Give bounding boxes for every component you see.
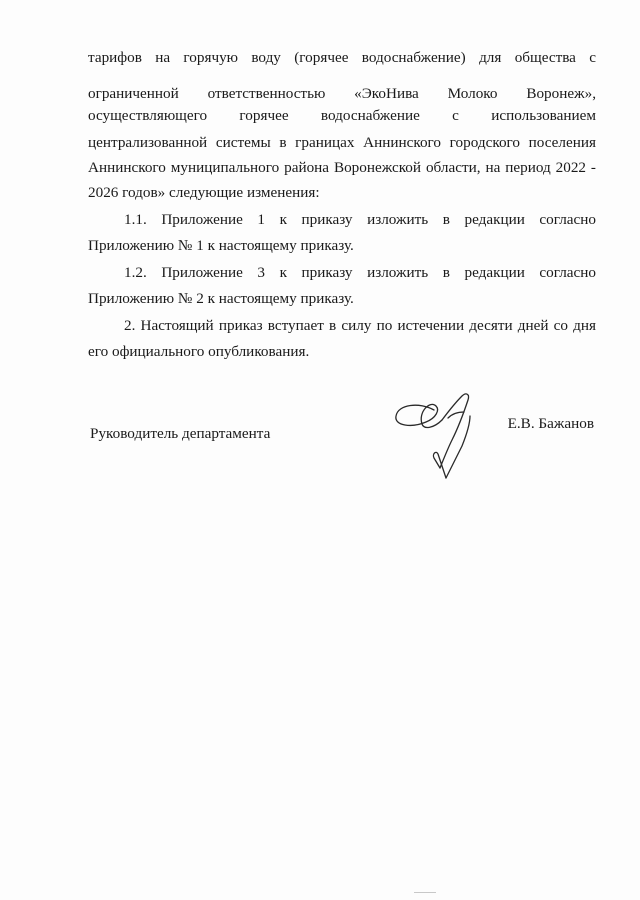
paragraph-line: 2. Настоящий приказ вступает в силу по истечении десяти дней со дня xyxy=(124,317,596,334)
paragraph-line: централизованной системы в границах Аннинского городского поселения xyxy=(88,134,596,151)
paragraph-line: ограниченной ответственностью «ЭкоНива Молоко Воронеж», xyxy=(88,85,596,102)
paragraph-line: Аннинского муниципального района Воронежской области, на период 2022 - xyxy=(88,159,596,176)
paragraph-line: Приложению № 1 к настоящему приказу. xyxy=(88,237,354,254)
paragraph-line: его официального опубликования. xyxy=(88,343,310,360)
signer-name: Е.В. Бажанов xyxy=(507,415,594,432)
paragraph-line: Приложению № 2 к настоящему приказу. xyxy=(88,290,354,307)
paragraph-line: 1.2. Приложение 3 к приказу изложить в редакции согласно xyxy=(124,264,596,281)
paragraph-line: 1.1. Приложение 1 к приказу изложить в редакции согласно xyxy=(124,211,596,228)
paragraph-line: осуществляющего горячее водоснабжение с использованием xyxy=(88,107,596,124)
handwritten-signature xyxy=(390,388,490,486)
paragraph-line: тарифов на горячую воду (горячее водоснабжение) для общества с xyxy=(88,49,596,66)
signer-position: Руководитель департамента xyxy=(90,425,271,442)
paragraph-line: 2026 годов» следующие изменения: xyxy=(88,184,320,201)
scan-artifact xyxy=(414,892,436,893)
